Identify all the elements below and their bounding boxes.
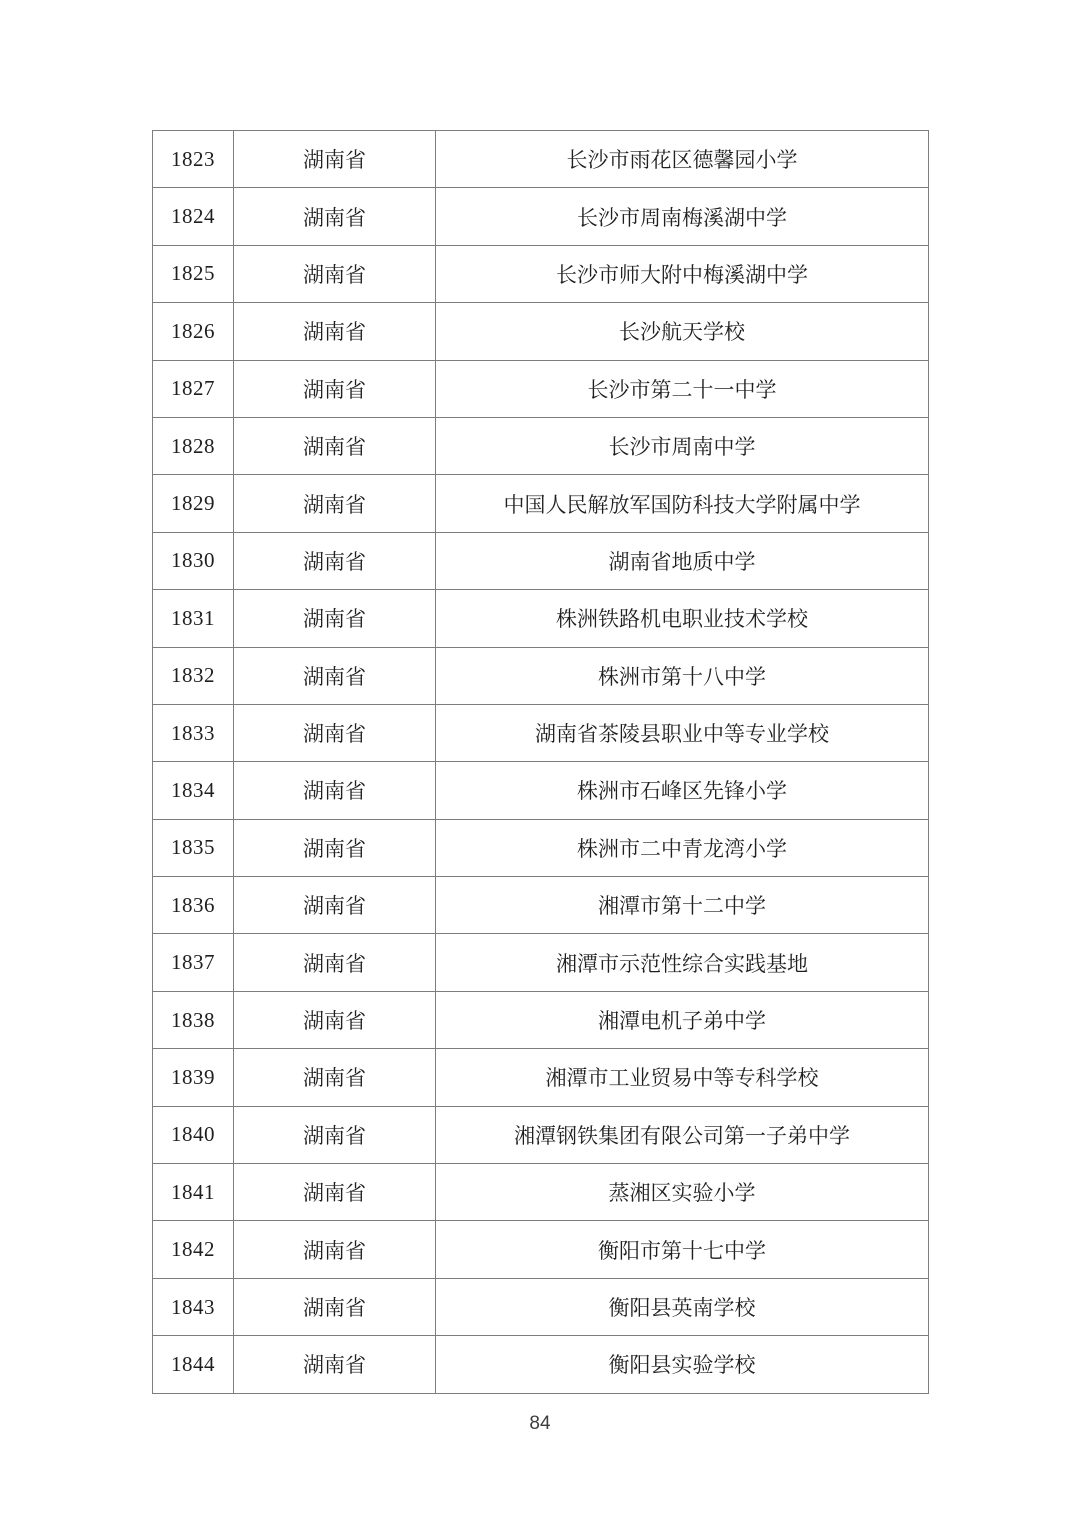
province-cell: 湖南省 <box>234 245 436 302</box>
school-cell: 湖南省茶陵县职业中等专业学校 <box>436 704 929 761</box>
table-row <box>153 934 929 991</box>
table-row <box>153 532 929 589</box>
province-cell: 湖南省 <box>234 532 436 589</box>
school-cell: 长沙市周南中学 <box>436 417 929 474</box>
province-cell: 湖南省 <box>234 762 436 819</box>
school-cell: 湖南省地质中学 <box>436 532 929 589</box>
index-cell: 1826 <box>153 303 234 360</box>
table-row <box>153 1106 929 1163</box>
school-cell: 湘潭钢铁集团有限公司第一子弟中学 <box>436 1106 929 1163</box>
province-cell: 湖南省 <box>234 475 436 532</box>
table-row <box>153 704 929 761</box>
school-cell: 衡阳县实验学校 <box>436 1336 929 1393</box>
table-row <box>153 877 929 934</box>
index-cell: 1824 <box>153 188 234 245</box>
school-table <box>152 130 929 1394</box>
index-cell: 1832 <box>153 647 234 704</box>
index-cell: 1828 <box>153 417 234 474</box>
index-cell: 1834 <box>153 762 234 819</box>
school-cell: 衡阳县英南学校 <box>436 1278 929 1335</box>
school-cell: 长沙市周南梅溪湖中学 <box>436 188 929 245</box>
index-cell: 1825 <box>153 245 234 302</box>
province-cell: 湖南省 <box>234 819 436 876</box>
index-cell: 1840 <box>153 1106 234 1163</box>
school-cell: 蒸湘区实验小学 <box>436 1164 929 1221</box>
table-row <box>153 417 929 474</box>
table-row <box>153 188 929 245</box>
school-cell: 长沙市第二十一中学 <box>436 360 929 417</box>
table-row <box>153 590 929 647</box>
province-cell: 湖南省 <box>234 877 436 934</box>
index-cell: 1837 <box>153 934 234 991</box>
province-cell: 湖南省 <box>234 647 436 704</box>
school-cell: 株洲市第十八中学 <box>436 647 929 704</box>
province-cell: 湖南省 <box>234 417 436 474</box>
index-cell: 1831 <box>153 590 234 647</box>
province-cell: 湖南省 <box>234 188 436 245</box>
province-cell: 湖南省 <box>234 131 436 188</box>
table-row <box>153 1221 929 1278</box>
index-cell: 1843 <box>153 1278 234 1335</box>
table-row <box>153 1164 929 1221</box>
province-cell: 湖南省 <box>234 360 436 417</box>
province-cell: 湖南省 <box>234 1106 436 1163</box>
school-cell: 长沙市师大附中梅溪湖中学 <box>436 245 929 302</box>
index-cell: 1841 <box>153 1164 234 1221</box>
province-cell: 湖南省 <box>234 991 436 1048</box>
school-cell: 株洲市石峰区先锋小学 <box>436 762 929 819</box>
table-row <box>153 1049 929 1106</box>
page-number: 84 <box>529 1413 551 1434</box>
index-cell: 1839 <box>153 1049 234 1106</box>
table-row <box>153 647 929 704</box>
province-cell: 湖南省 <box>234 590 436 647</box>
school-table-body <box>153 131 929 1394</box>
province-cell: 湖南省 <box>234 934 436 991</box>
table-row <box>153 245 929 302</box>
index-cell: 1827 <box>153 360 234 417</box>
school-cell: 衡阳市第十七中学 <box>436 1221 929 1278</box>
province-cell: 湖南省 <box>234 1164 436 1221</box>
index-cell: 1835 <box>153 819 234 876</box>
school-cell: 湘潭市工业贸易中等专科学校 <box>436 1049 929 1106</box>
school-cell: 长沙航天学校 <box>436 303 929 360</box>
index-cell: 1836 <box>153 877 234 934</box>
school-cell: 湘潭市第十二中学 <box>436 877 929 934</box>
province-cell: 湖南省 <box>234 704 436 761</box>
school-cell: 湘潭市示范性综合实践基地 <box>436 934 929 991</box>
index-cell: 1838 <box>153 991 234 1048</box>
table-row <box>153 475 929 532</box>
school-cell: 株洲市二中青龙湾小学 <box>436 819 929 876</box>
table-row <box>153 819 929 876</box>
table-row <box>153 1336 929 1393</box>
index-cell: 1830 <box>153 532 234 589</box>
province-cell: 湖南省 <box>234 1049 436 1106</box>
school-cell: 湘潭电机子弟中学 <box>436 991 929 1048</box>
index-cell: 1829 <box>153 475 234 532</box>
school-cell: 株洲铁路机电职业技术学校 <box>436 590 929 647</box>
province-cell: 湖南省 <box>234 1221 436 1278</box>
table-row <box>153 131 929 188</box>
table-row <box>153 303 929 360</box>
table-row <box>153 360 929 417</box>
index-cell: 1842 <box>153 1221 234 1278</box>
province-cell: 湖南省 <box>234 1336 436 1393</box>
province-cell: 湖南省 <box>234 1278 436 1335</box>
index-cell: 1823 <box>153 131 234 188</box>
province-cell: 湖南省 <box>234 303 436 360</box>
table-row <box>153 1278 929 1335</box>
school-cell: 长沙市雨花区德馨园小学 <box>436 131 929 188</box>
index-cell: 1833 <box>153 704 234 761</box>
table-row <box>153 991 929 1048</box>
school-cell: 中国人民解放军国防科技大学附属中学 <box>436 475 929 532</box>
index-cell: 1844 <box>153 1336 234 1393</box>
table-row <box>153 762 929 819</box>
